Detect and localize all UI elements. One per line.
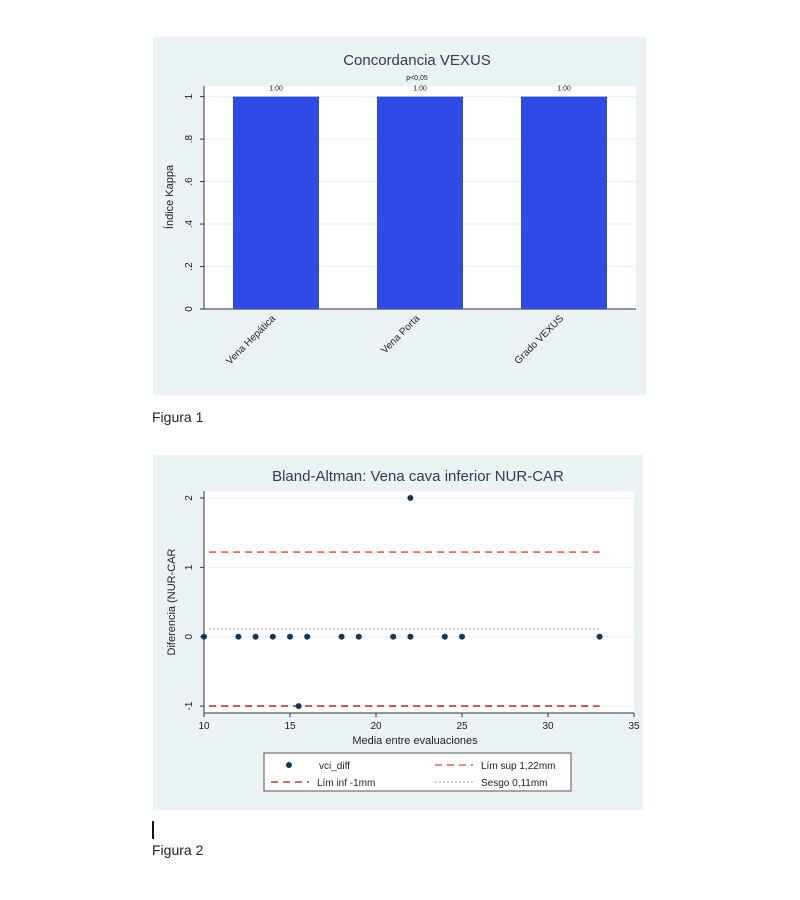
x-category-label: Grado VEXUS (512, 313, 567, 367)
figure-1-caption: Figura 1 (152, 409, 204, 425)
data-point (270, 634, 276, 640)
bar-data-label: 1.00 (557, 85, 571, 93)
x-category-label: Vena Porta (379, 313, 423, 357)
plot-area (204, 491, 634, 713)
bar-data-label: 1.00 (413, 85, 427, 93)
figure-1-chart (153, 37, 646, 395)
y-tick-label: .8 (184, 134, 195, 144)
y-tick-label: 1 (184, 564, 195, 571)
y-axis-label: Diferencia (NUR-CAR (166, 548, 178, 656)
bland-altman-chart (153, 455, 643, 810)
y-tick-label: 0 (184, 306, 195, 312)
y-tick-label: .4 (184, 219, 195, 229)
figure-2-chart (153, 455, 643, 810)
legend (264, 753, 571, 791)
legend-label: Sesgo 0,11mm (481, 778, 548, 789)
x-tick-label: 30 (542, 721, 554, 732)
data-point (356, 634, 362, 640)
x-axis-label: Media entre evaluaciones (352, 735, 478, 747)
data-point (253, 634, 259, 640)
legend-marker (286, 762, 292, 768)
data-point (304, 634, 310, 640)
y-axis-label: Índice Kappa (164, 164, 176, 230)
x-tick-label: 25 (456, 721, 468, 732)
data-point (459, 634, 465, 640)
chart-subtitle: p<0,05 (406, 75, 428, 82)
legend-label: Lím inf -1mm (317, 778, 376, 789)
x-tick-label: 35 (628, 721, 640, 732)
figure-2-caption: Figura 2 (152, 842, 204, 858)
data-point (287, 634, 293, 640)
x-category-label: Vena Hepática (224, 313, 279, 368)
legend-label: vci_diff (319, 761, 350, 772)
y-tick-label: 0 (184, 633, 195, 640)
x-tick-label: 15 (284, 721, 296, 732)
y-tick-label: .6 (184, 177, 195, 186)
y-tick-label: -1 (184, 701, 195, 711)
bar (377, 97, 463, 309)
text-cursor (152, 821, 154, 839)
data-point (201, 634, 207, 640)
bar (521, 97, 607, 309)
data-point (442, 634, 448, 640)
y-tick-label: 1 (184, 93, 195, 100)
chart-title: Bland-Altman: Vena cava inferior NUR-CAR (272, 468, 564, 485)
kappa-bar-chart (153, 37, 646, 395)
bar-data-label: 1.00 (269, 85, 283, 93)
data-point (407, 495, 413, 501)
data-point (339, 634, 345, 640)
data-point (235, 634, 241, 640)
chart-title: Concordancia VEXUS (343, 52, 491, 69)
data-point (390, 634, 396, 640)
bar (233, 97, 319, 309)
data-point (296, 703, 302, 709)
x-tick-label: 10 (198, 721, 210, 732)
legend-label: Lím sup 1,22mm (481, 761, 556, 772)
y-tick-label: .2 (184, 262, 195, 271)
y-tick-label: 2 (184, 495, 195, 501)
data-point (597, 634, 603, 640)
x-tick-label: 20 (370, 721, 382, 732)
data-point (407, 634, 413, 640)
